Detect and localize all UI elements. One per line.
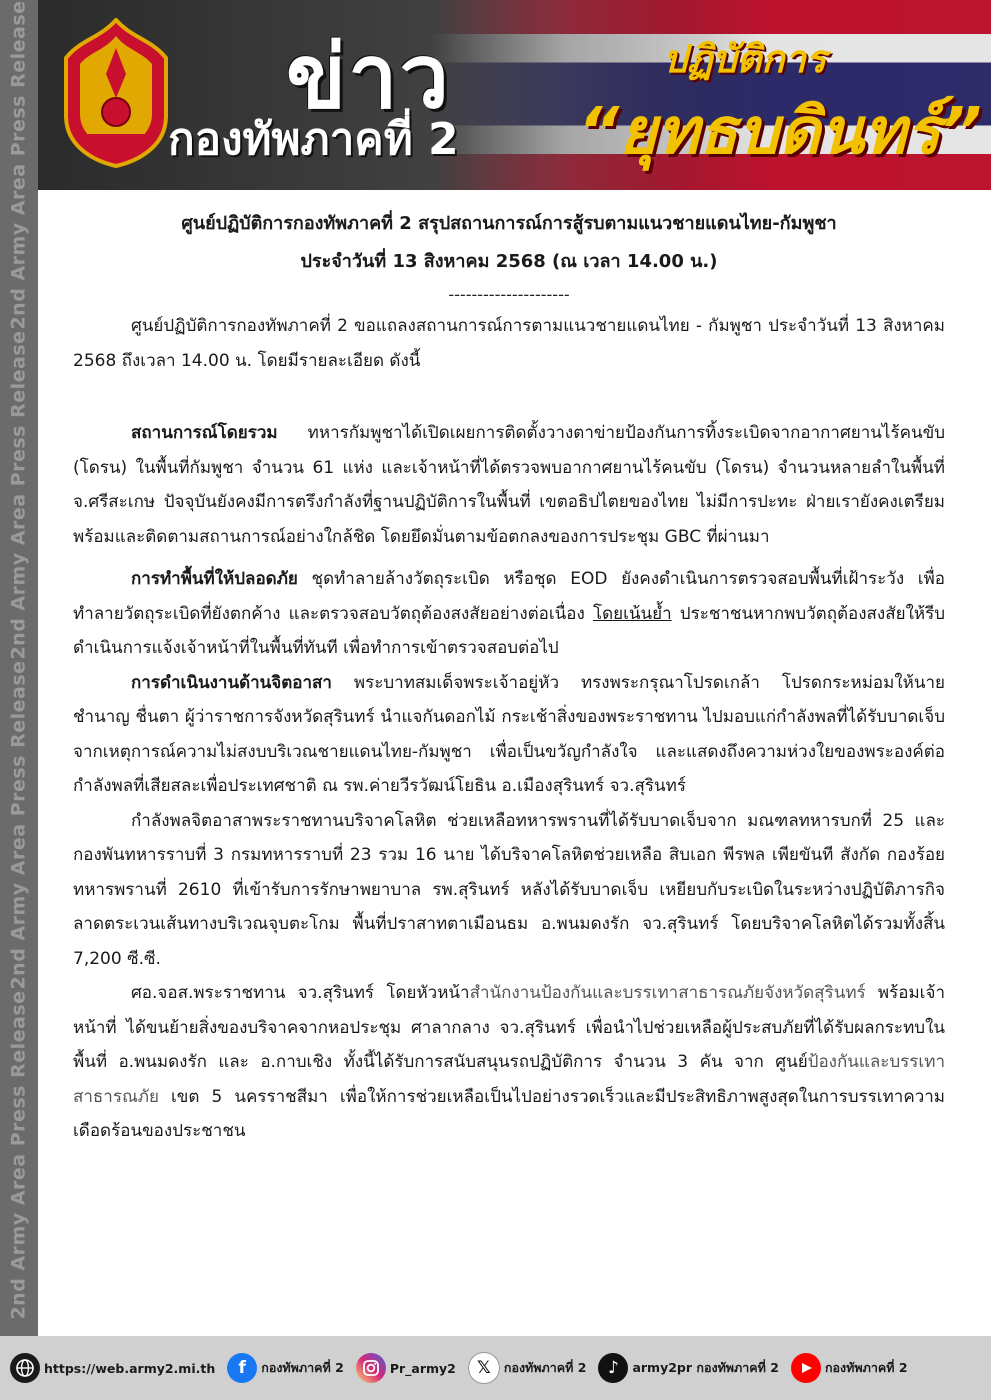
footer-tiktok-label: army2pr กองทัพภาคที่ 2 — [632, 1360, 779, 1375]
operation-name: “ยุทธบดินทร์” — [578, 95, 982, 169]
x-icon: 𝕏 — [468, 1352, 500, 1384]
safety-text: ประชาชนหากพบวัตถุต้องสงสัยให้รีบดำเนินการแจ้งเจ้าหน้าที่ในพื้นที่ทันที เพื่อทำการเข้าตรวจสอบต่อไป — [73, 603, 945, 658]
volunteer-heading: การดำเนินงานด้านจิตอาสา — [131, 672, 332, 693]
relief-text: ศอ.จอส.พระราชทาน จว.สุรินทร์ โดยหัวหน้า — [131, 983, 470, 1003]
footer-instagram-link[interactable] — [356, 1353, 456, 1383]
facebook-icon: f — [227, 1353, 257, 1383]
overall-situation-paragraph — [73, 416, 945, 554]
footer-youtube-link[interactable] — [791, 1353, 908, 1383]
volunteer-paragraph — [73, 666, 945, 804]
relief-agency: ป้องกันและบรรเทาสาธารณภัย — [73, 1052, 945, 1107]
instagram-icon — [356, 1353, 386, 1383]
overall-situation-text: ทหารกัมพูชาได้เปิดเผยการติดตั้งวางตาข่ายป้องกันการทิ้งระเบิดจากอากาศยานไร้คนขับ (โดรน) ในพื้นที่กัมพูชา จำนวน 61 แห่ง และเจ้าหน้าที่ได้ตรวจพบอากาศยานไร้คนขับ (โดรน) จำนวนหลายลำในพื้นที่ จ.ศรีสะเกษ ปัจจุบันยังคงมีการตรึงกำลังที่ฐานปฏิบัติการในพื้นที่ เขตอธิปไตยของไทย ไม่มีการปะทะ ฝ่ายเรายังคงเตรียมพร้อมและติดตามสถานการณ์อย่างใกล้ชิด โดยยึดมั่นตามข้อตกลงของการประชุม GBC ที่ผ่านมา — [73, 423, 945, 547]
overall-situation-heading: สถานการณ์โดยรวม — [131, 423, 278, 443]
side-label: 2nd Army Area Press Release — [8, 0, 31, 330]
footer-x-link[interactable] — [468, 1352, 587, 1384]
youtube-icon — [791, 1353, 821, 1383]
side-label: 2nd Army Area Press Release — [8, 660, 31, 990]
footer-youtube-label: กองทัพภาคที่ 2 — [824, 1360, 908, 1375]
side-strip — [0, 0, 38, 1400]
operation-label: ปฏิบัติการ — [663, 37, 827, 81]
volunteer-text: พระบาทสมเด็จพระเจ้าอยู่หัว ทรงพระกรุณาโปรดเกล้า โปรดกระหม่อมให้นายชำนาญ ชื่นตา ผู้ว่าราชการจังหวัดสุรินทร์ นำแจกันดอกไม้ กระเช้าสิ่งของพระราชทาน ไปมอบแก่กำลังพลที่ได้รับบาดเจ็บจากเหตุการณ์ความไม่สงบบริเวณชายแดนไทย-กัมพูชา เพื่อเป็นขวัญกำลังใจ และแสดงถึงความห่วงใยของพระองค์ต่อกำลังพลที่เสียสละเพื่อประเทศชาติ ณ รพ.ค่ายวีรวัฒน์โยธิน อ.เมืองสุรินทร์ จว.สุรินทร์ — [73, 672, 945, 796]
footer-website-label: https://web.army2.mi.th — [44, 1360, 216, 1376]
press-release-body — [73, 205, 945, 1149]
header-banner — [38, 0, 991, 190]
footer-social-bar — [0, 1336, 991, 1400]
side-label: 2nd Army Area Press Release — [8, 330, 31, 660]
safety-heading: การทำพื้นที่ให้ปลอดภัย — [131, 569, 298, 589]
relief-text: เขต 5 นครราชสีมา เพื่อให้การช่วยเหลือเป็นไปอย่างรวดเร็วและมีประสิทธิภาพสูงสุดในการบรรเทาความเดือดร้อนของประชาชน — [73, 1086, 945, 1141]
relief-agency: สำนักงานป้องกันและบรรเทาสาธารณภัยจังหวัดสุรินทร์ — [469, 983, 866, 1003]
side-label: 2nd Army Area Press Release — [8, 990, 31, 1320]
footer-tiktok-link[interactable] — [598, 1353, 779, 1383]
footer-x-label: กองทัพภาคที่ 2 — [503, 1360, 587, 1375]
footer-website-link[interactable] — [10, 1353, 215, 1383]
army-emblem-logo — [60, 18, 172, 168]
relief-text: พร้อมเจ้าหน้าที่ ได้ขนย้ายสิ่งของบริจาคจากหอประชุม ศาลากลาง จว.สุรินทร์ เพื่อนำไปช่วยเหลือผู้ประสบภัยที่ได้รับผลกระทบในพื้นที่ อ.พนมดงรัก และ อ.กาบเชิง ทั้งนี้ได้รับการสนับสนุนรถปฏิบัติการ จำนวน 3 คัน จาก ศูนย์ — [73, 983, 945, 1072]
safety-emphasis: โดยเน้นย้ำ — [592, 603, 672, 624]
headline-line-1: ศูนย์ปฏิบัติการกองทัพภาคที่ 2 สรุปสถานการณ์การสู้รบตามแนวชายแดนไทย-กัมพูชา — [181, 213, 837, 234]
www-icon — [10, 1353, 40, 1383]
footer-instagram-label: Pr_army2 — [389, 1360, 456, 1376]
title-main: ข่าว — [286, 25, 451, 128]
blood-donation-paragraph: กำลังพลจิตอาสาพระราชทานบริจาคโลหิต ช่วยเหลือทหารพรานที่ได้รับบาดเจ็บจาก มณฑลทหารบกที่ 25 และ กองพันทหารราบที่ 3 กรมทหารราบที่ 23 รวม 16 นาย ได้บริจาคโลหิตช่วยเหลือ สิบเอก พีรพล เพียขันที สังกัด กองร้อยทหารพรานที่ 2610 ที่เข้ารับการรักษาพยาบาล รพ.สุรินทร์ หลังได้รับบาดเจ็บ เหยียบกับระเบิดในระหว่างปฏิบัติภารกิจลาดตระเวนเส้นทางบริเวณจุบตะโกม พื้นที่ปราสาทตาเมือนธม อ.พนมดงรัก จว.สุรินทร์ โดยบริจาคโลหิตได้รวมทั้งสิ้น 7,200 ซี.ซี. — [73, 810, 945, 969]
tiktok-icon: ♪ — [598, 1353, 628, 1383]
safety-text: ชุดทำลายล้างวัตถุระเบิด หรือชุด EOD ยังคงดำเนินการตรวจสอบพื้นที่เฝ้าระวัง เพื่อทำลายวัตถุระเบิดที่ยังตกค้าง และตรวจสอบวัตถุต้องสงสัยอย่างต่อเนื่อง — [73, 569, 945, 624]
intro-paragraph: ศูนย์ปฏิบัติการกองทัพภาคที่ 2 ขอแถลงสถานการณ์การตามแนวชายแดนไทย - กัมพูชา ประจำวันที่ 13 สิงหาคม 2568 ถึงเวลา 14.00 น. โดยมีรายละเอียด ดังนี้ — [73, 316, 945, 371]
relief-paragraph — [73, 976, 945, 1149]
footer-facebook-label: กองทัพภาคที่ 2 — [261, 1360, 344, 1375]
footer-facebook-link[interactable] — [227, 1353, 344, 1383]
headline-line-2: ประจำวันที่ 13 สิงหาคม 2568 (ณ เวลา 14.00 น.) — [300, 251, 718, 272]
title-sub: กองทัพภาคที่ 2 — [168, 114, 459, 165]
safety-paragraph — [73, 562, 945, 666]
separator: --------------------- — [448, 285, 570, 304]
